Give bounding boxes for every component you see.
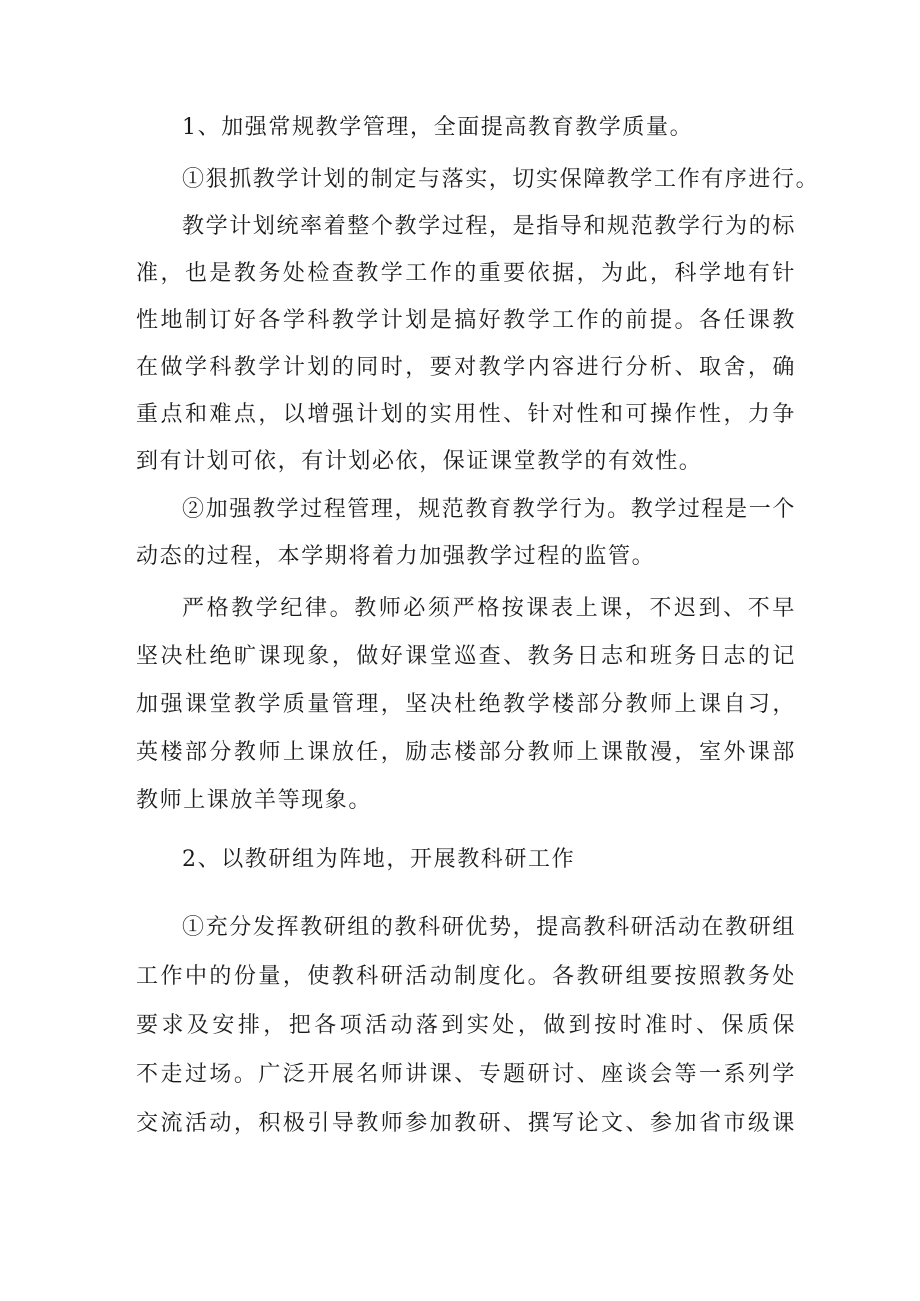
paragraph-line: 教师上课放羊等现象。 [136, 788, 373, 813]
paragraph-line: 交流活动，积极引导教师参加教研、撰写论文、参加省市级课 [136, 1111, 796, 1136]
paragraph-line: 性地制订好各学科教学计划是搞好教学工作的前提。各任课教 [136, 308, 796, 333]
paragraph-line: ②加强教学过程管理，规范教育教学行为。教学过程是一个 [182, 497, 796, 522]
paragraph-line: 坚决杜绝旷课现象，做好课堂巡查、教务日志和班务日志的记 [136, 644, 796, 669]
paragraph-line: 加强课堂教学质量管理，坚决杜绝教学楼部分教师上课自习， [136, 692, 796, 717]
paragraph-line: 英楼部分教师上课放任，励志楼部分教师上课散漫，室外课部 [136, 740, 796, 765]
paragraph-line: 到有计划可依，有计划必依，保证课堂教学的有效性。 [136, 449, 703, 474]
paragraph-line: 准，也是教务处检查教学工作的重要依据，为此，科学地有针 [136, 261, 796, 286]
paragraph-line: 严格教学纪律。教师必须严格按课表上课，不迟到、不早 [182, 596, 796, 621]
paragraph-line: 在做学科教学计划的同时，要对教学内容进行分析、取舍，确 [136, 355, 796, 380]
paragraph-line: 教学计划统率着整个教学过程，是指导和规范教学行为的标 [182, 214, 796, 239]
paragraph-line: 要求及安排，把各项活动落到实处，做到按时准时、保质保 [136, 1013, 796, 1038]
section-heading-1: 1、加强常规教学管理，全面提高教育教学质量。 [182, 115, 694, 140]
section-heading-2: 2、以教研组为阵地，开展教科研工作 [182, 847, 576, 872]
paragraph-line: ①充分发挥教研组的教科研优势，提高教科研活动在教研组 [182, 915, 796, 940]
subsection-heading-1: ①狠抓教学计划的制定与落实，切实保障教学工作有序进行。 [182, 167, 820, 192]
paragraph-line: 重点和难点，以增强计划的实用性、针对性和可操作性，力争 [136, 402, 796, 427]
paragraph-line: 工作中的份量，使教科研活动制度化。各教研组要按照教务处 [136, 964, 796, 989]
paragraph-line: 动态的过程，本学期将着力加强教学过程的监管。 [136, 544, 656, 569]
paragraph-line: 不走过场。广泛开展名师讲课、专题研讨、座谈会等一系列学 [136, 1062, 796, 1087]
